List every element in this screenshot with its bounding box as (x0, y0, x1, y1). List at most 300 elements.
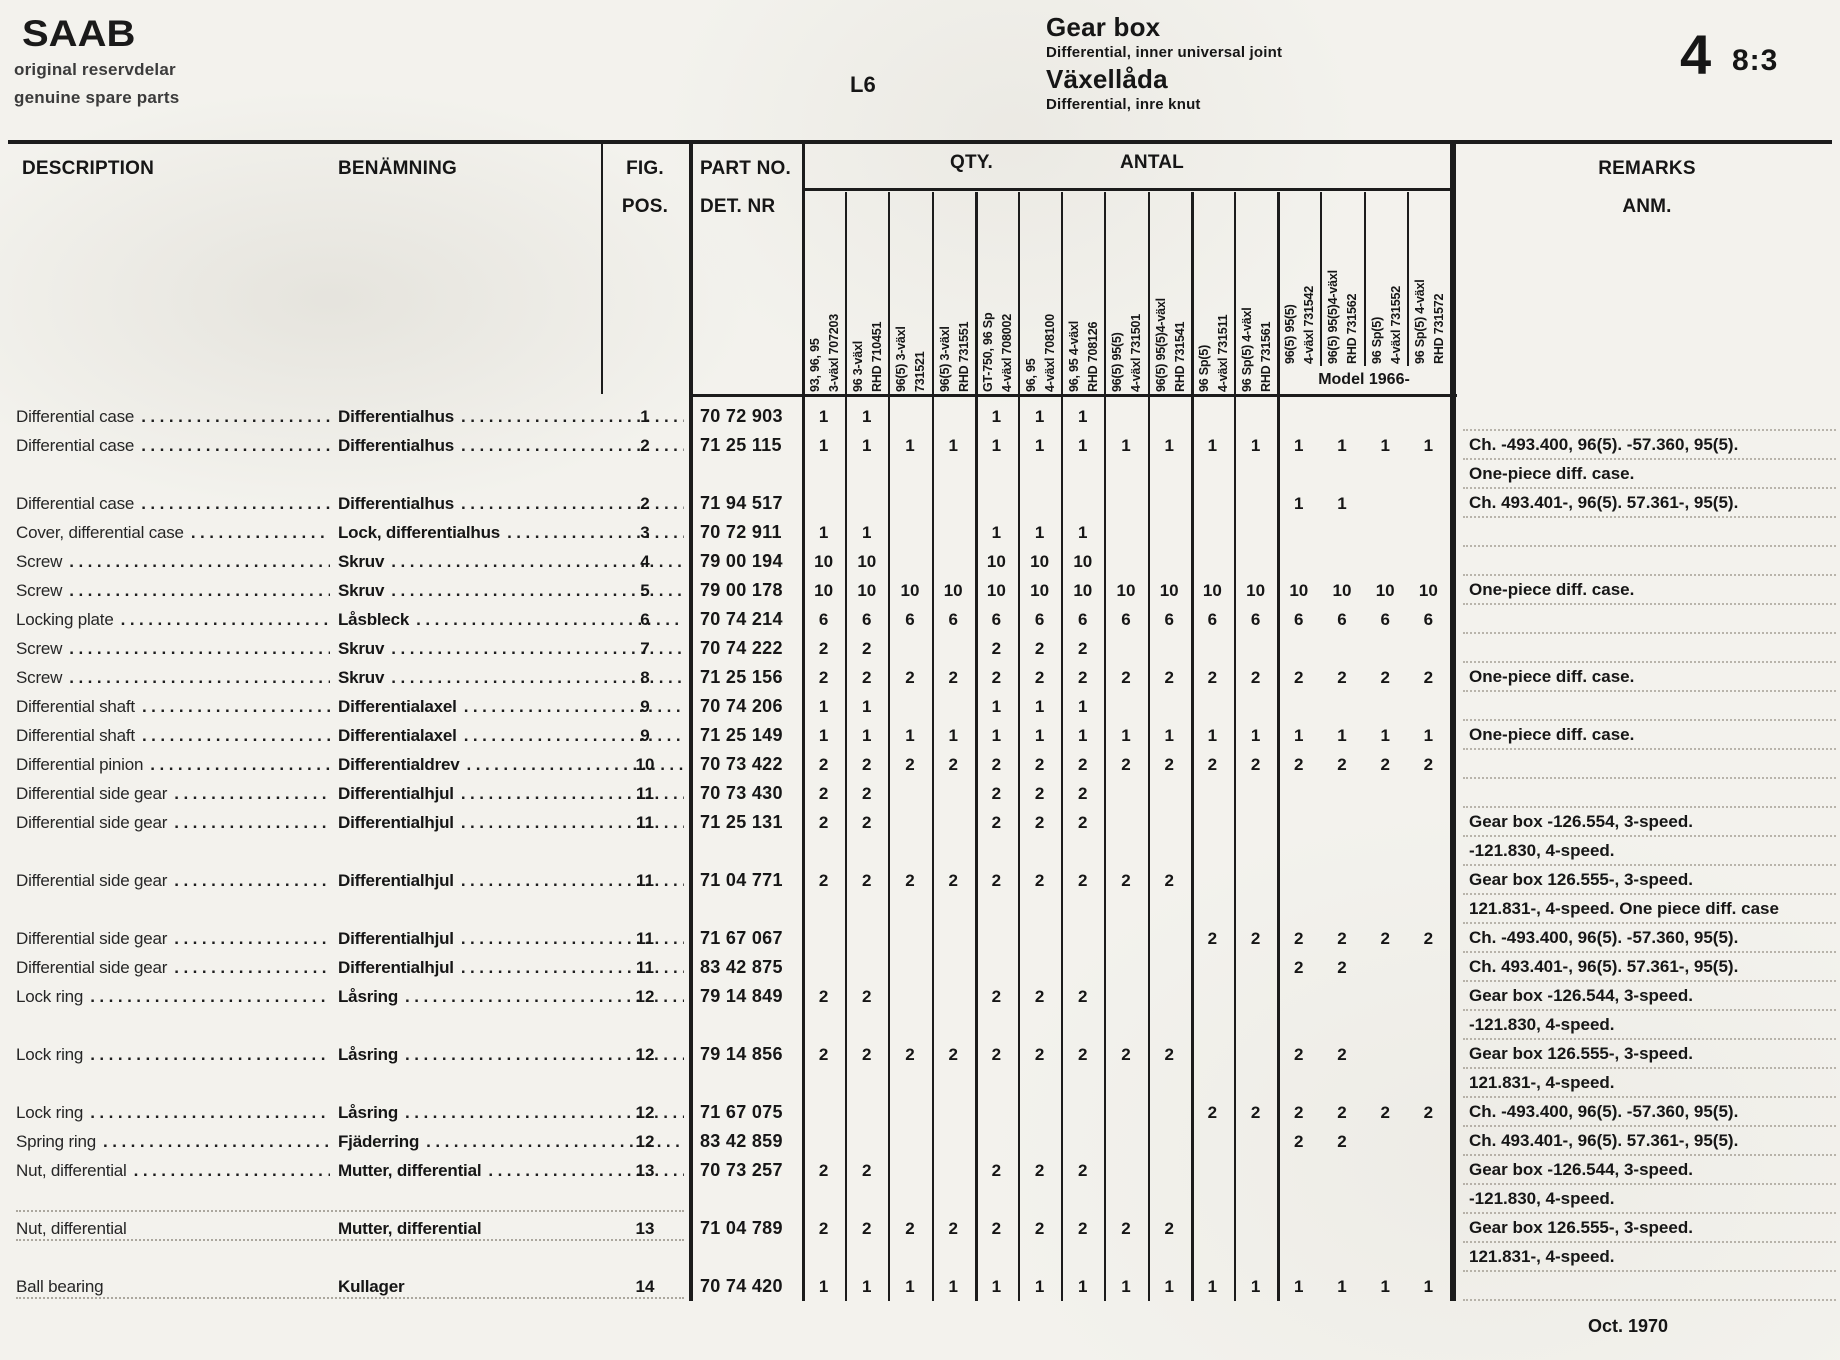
leader-dots (174, 953, 330, 982)
part-number-cell: 70 72 911 (700, 522, 782, 542)
fig-pos-cell: 10 (635, 755, 655, 774)
qty-column-line2: 4-växl 731501 (1129, 313, 1144, 392)
remark-line: 121.831-, 4-speed. (1463, 1069, 1836, 1098)
remarks-cell (1463, 750, 1836, 779)
fig-pos-cell: 11 (636, 929, 654, 948)
qty-cell: 2 (1250, 929, 1261, 948)
description-cell (16, 1127, 330, 1156)
qty-column-line1: 96(5) 95(5)4-växl (1326, 270, 1341, 364)
qty-cell: 1 (1034, 726, 1045, 745)
benamning-text: Differentialhjul (338, 871, 454, 890)
qty-cell: 10 (1289, 581, 1309, 600)
remark-line: Gear box 126.555-, 3-speed. (1463, 1040, 1836, 1069)
grid-line (1364, 192, 1366, 366)
qty-cell: 2 (1078, 987, 1088, 1006)
qty-cell: 10 (943, 581, 963, 600)
table-row (0, 663, 1840, 692)
remarks-cell (1463, 663, 1836, 692)
description-text: Nut, differential (16, 1161, 127, 1180)
qty-cell: 10 (857, 581, 877, 600)
qty-cell: 2 (1078, 668, 1088, 687)
qty-cell: 2 (1164, 871, 1174, 890)
part-number-cell: 70 74 420 (700, 1276, 783, 1296)
qty-cell: 6 (1207, 610, 1218, 629)
fig-pos-cell: 9 (640, 697, 650, 716)
remarks-cell (1463, 402, 1836, 431)
qty-cell: 2 (1337, 1132, 1347, 1151)
leader-dots (69, 634, 330, 663)
remarks-cell (1463, 982, 1836, 1040)
qty-cell: 6 (1337, 610, 1347, 629)
qty-cell: 2 (862, 987, 872, 1006)
qty-column-line2: RHD 731541 (1172, 321, 1187, 392)
qty-cell: 10 (1246, 581, 1266, 600)
qty-cell: 2 (1078, 1161, 1088, 1180)
remark-line: 121.831-, 4-speed. One piece diff. case (1463, 895, 1836, 924)
part-number-cell: 79 14 849 (700, 986, 783, 1006)
qty-cell: 1 (1078, 697, 1088, 716)
table-row (0, 924, 1840, 953)
description-cell (16, 402, 330, 431)
leader-dots (69, 547, 330, 576)
description-cell (16, 779, 330, 808)
qty-cell: 2 (1121, 668, 1131, 687)
table-row (0, 547, 1840, 576)
qty-cell: 1 (1078, 523, 1088, 542)
qty-cell: 2 (1380, 668, 1390, 687)
part-number-cell: 71 25 149 (700, 725, 783, 745)
qty-cell: 2 (905, 668, 915, 687)
part-number-cell: 71 25 115 (700, 435, 782, 455)
qty-cell: 2 (1121, 1045, 1131, 1064)
qty-cell: 2 (1078, 784, 1088, 803)
qty-column-header (1364, 192, 1407, 364)
section-code: L6 (850, 72, 876, 97)
qty-cell: 2 (818, 668, 829, 687)
table-row (0, 402, 1840, 431)
part-number-cell: 71 67 067 (700, 928, 783, 948)
part-number-cell: 71 94 517 (700, 493, 783, 513)
fig-pos-cell: 12 (635, 987, 655, 1006)
qty-cell: 2 (1294, 1103, 1304, 1122)
brand-line-sv: original reservdelar (14, 60, 176, 79)
description-text: Screw (16, 552, 63, 571)
leader-dots (141, 402, 330, 431)
description-text: Differential side gear (16, 929, 168, 948)
qty-cell: 2 (991, 987, 1002, 1006)
benamning-text: Skruv (338, 552, 385, 571)
qty-cell: 10 (900, 581, 920, 600)
qty-cell: 1 (1337, 1277, 1347, 1296)
qty-cell: 2 (1337, 958, 1347, 977)
remarks-cell (1463, 808, 1836, 866)
table-row (0, 692, 1840, 721)
description-cell (16, 953, 330, 982)
qty-column-line1: 96(5) 3-växl (937, 326, 952, 392)
qty-cell: 1 (1423, 726, 1434, 745)
remark-line (1463, 634, 1836, 663)
qty-cell: 1 (1121, 436, 1131, 455)
description-text: Screw (16, 639, 63, 658)
header-antal: ANTAL (1120, 152, 1184, 173)
qty-cell: 2 (948, 871, 958, 890)
leader-dots (174, 866, 330, 895)
qty-cell: 10 (986, 581, 1006, 600)
qty-cell: 1 (1207, 436, 1218, 455)
description-cell (16, 1156, 330, 1185)
description-text: Differential shaft (16, 697, 135, 716)
leader-dots (174, 808, 330, 837)
qty-cell: 2 (1250, 668, 1261, 687)
description-text: Ball bearing (16, 1277, 104, 1296)
qty-column-line1: 96(5) 95(5) (1110, 332, 1125, 392)
qty-cell: 2 (991, 871, 1002, 890)
description-cell (16, 576, 330, 605)
qty-column-line2: 4-växl 731552 (1388, 285, 1403, 364)
benamning-text: Mutter, differential (338, 1161, 482, 1180)
benamning-text: Differentialdrev (338, 755, 460, 774)
qty-cell: 1 (862, 436, 872, 455)
qty-column-header-label (1065, 198, 1105, 392)
qty-cell: 2 (1164, 1219, 1174, 1238)
qty-cell: 1 (1207, 1277, 1218, 1296)
qty-cell: 2 (818, 1161, 829, 1180)
header-fig: FIG. (626, 158, 664, 179)
qty-cell: 2 (1423, 929, 1434, 948)
qty-cell: 6 (1164, 610, 1174, 629)
description-cell (16, 1098, 330, 1127)
qty-cell: 1 (1164, 726, 1174, 745)
qty-cell: 1 (862, 523, 872, 542)
remarks-cell (1463, 1040, 1836, 1098)
part-number-cell: 83 42 859 (700, 1131, 783, 1151)
benamning-text: Differentialhus (338, 436, 455, 455)
qty-column-header-label (1368, 198, 1408, 364)
fig-pos-cell: 13 (635, 1161, 655, 1180)
leader-dots (150, 750, 330, 779)
qty-cell: 6 (1250, 610, 1261, 629)
qty-column-line2: 4-växl 708002 (999, 313, 1014, 392)
fig-pos-cell: 1 (640, 407, 650, 426)
remark-line: Gear box 126.555-, 3-speed. (1463, 1214, 1836, 1243)
qty-cell: 2 (862, 639, 872, 658)
table-row (0, 750, 1840, 779)
table-row (0, 1098, 1840, 1127)
qty-cell: 2 (818, 871, 829, 890)
qty-cell: 1 (991, 407, 1002, 426)
qty-cell: 2 (1423, 755, 1434, 774)
header-remarks: REMARKS (1598, 158, 1696, 179)
part-number-cell: 70 74 206 (700, 696, 783, 716)
part-number-cell: 70 74 214 (700, 609, 783, 629)
benamning-text: Låsbleck (338, 610, 410, 629)
description-cell (16, 663, 330, 692)
part-number-cell: 70 73 422 (700, 754, 783, 774)
qty-cell: 1 (1078, 436, 1088, 455)
fig-pos-cell: 4 (640, 552, 650, 571)
qty-cell: 1 (905, 436, 915, 455)
qty-cell: 10 (1073, 552, 1093, 571)
qty-cell: 1 (862, 407, 872, 426)
qty-column-header (1018, 192, 1061, 392)
qty-column-header-label (806, 198, 846, 392)
qty-cell: 2 (905, 1045, 915, 1064)
qty-cell: 2 (1164, 1045, 1174, 1064)
fig-pos-cell: 5 (640, 581, 650, 600)
table-row (0, 866, 1840, 924)
qty-cell: 2 (1207, 929, 1218, 948)
qty-cell: 2 (991, 1161, 1002, 1180)
qty-cell: 2 (1294, 958, 1304, 977)
remark-line: -121.830, 4-speed. (1463, 1011, 1836, 1040)
part-number-cell: 71 04 789 (700, 1218, 783, 1238)
part-number-cell: 70 73 430 (700, 783, 783, 803)
table-row (0, 982, 1840, 1040)
description-text: Screw (16, 668, 63, 687)
remark-line: -121.830, 4-speed. (1463, 837, 1836, 866)
table-row (0, 431, 1840, 489)
dotted-guide-line (16, 1297, 684, 1299)
qty-cell: 1 (1294, 1277, 1304, 1296)
remark-line: Ch. -493.400, 96(5). -57.360, 95(5). (1463, 1098, 1836, 1127)
qty-cell: 10 (1332, 581, 1352, 600)
fig-pos-cell: 14 (635, 1277, 655, 1296)
benamning-text: Skruv (338, 668, 385, 687)
benamning-text: Differentialaxel (338, 697, 457, 716)
remarks-cell (1463, 605, 1836, 634)
model-span-label: Model 1966- (1318, 371, 1410, 388)
qty-cell: 1 (948, 436, 958, 455)
remark-line: One-piece diff. case. (1463, 663, 1836, 692)
description-cell (16, 721, 330, 750)
qty-cell: 2 (1294, 668, 1304, 687)
qty-cell: 6 (818, 610, 829, 629)
qty-cell: 2 (1250, 755, 1261, 774)
benamning-text: Låsring (338, 1045, 399, 1064)
qty-cell: 1 (1034, 1277, 1045, 1296)
qty-cell: 2 (948, 1045, 958, 1064)
qty-cell: 1 (1034, 436, 1045, 455)
fig-column-left-line (601, 144, 603, 394)
qty-column-line1: GT-750, 96 Sp (980, 312, 995, 392)
table-row (0, 1214, 1840, 1272)
qty-cell: 10 (1030, 581, 1050, 600)
benamning-text: Differentialhjul (338, 813, 454, 832)
qty-cell: 2 (1423, 1103, 1434, 1122)
top-rule (8, 140, 1832, 144)
qty-cell: 1 (1294, 494, 1304, 513)
qty-cell: 10 (986, 552, 1006, 571)
qty-cell: 1 (1250, 436, 1261, 455)
benamning-text: Mutter, differential (338, 1219, 482, 1238)
qty-column-line2: 4-växl 731511 (1215, 314, 1230, 392)
qty-column-header-label (1281, 198, 1321, 364)
qty-column-header (975, 192, 1018, 392)
qty-cell: 1 (862, 697, 872, 716)
remarks-cell (1463, 866, 1836, 924)
grid-line (1407, 192, 1409, 366)
qty-cell: 10 (814, 552, 834, 571)
qty-cell: 2 (1034, 1161, 1045, 1180)
remark-line (1463, 518, 1836, 547)
qty-cell: 2 (1034, 1045, 1045, 1064)
qty-column-header (932, 192, 975, 392)
description-cell (16, 518, 330, 547)
benamning-text: Låsring (338, 987, 399, 1006)
leader-dots (90, 1040, 330, 1069)
qty-cell: 1 (818, 697, 829, 716)
benamning-text: Differentialhus (338, 494, 455, 513)
footer-date: Oct. 1970 (1588, 1316, 1669, 1336)
fig-pos-cell: 7 (640, 639, 650, 658)
remarks-cell (1463, 489, 1836, 518)
qty-cell: 1 (1294, 726, 1304, 745)
qty-cell: 2 (1337, 1045, 1347, 1064)
qty-column-header (1320, 192, 1363, 364)
remark-line: Ch. 493.401-, 96(5). 57.361-, 95(5). (1463, 489, 1836, 518)
qty-cell: 2 (1078, 871, 1088, 890)
remarks-cell (1463, 518, 1836, 547)
description-cell (16, 1040, 330, 1069)
qty-cell: 2 (1380, 1103, 1390, 1122)
qty-column-line2: RHD 731562 (1345, 293, 1360, 364)
qty-cell: 6 (1121, 610, 1131, 629)
leader-dots (90, 982, 330, 1011)
benamning-text: Differentialhjul (338, 784, 454, 803)
qty-column-line1: 96 Sp(5) 4-växl (1240, 307, 1254, 392)
qty-column-line2: 4-växl 731542 (1302, 285, 1317, 364)
header-part-no: PART NO. (700, 158, 791, 179)
page-ref-major: 4 (1680, 23, 1712, 86)
qty-column-line1: 96, 95 (1024, 358, 1038, 392)
description-text: Differential shaft (16, 726, 135, 745)
remarks-cell (1463, 1098, 1836, 1127)
remarks-cell (1463, 1272, 1836, 1301)
header-benamning: BENÄMNING (338, 158, 457, 179)
qty-column-header (1191, 192, 1234, 392)
qty-cell: 1 (991, 697, 1002, 716)
qty-cell: 2 (1164, 668, 1174, 687)
remarks-cell (1463, 924, 1836, 953)
qty-column-header-label (1152, 198, 1192, 392)
qty-cell: 2 (1294, 755, 1304, 774)
description-cell (16, 547, 330, 576)
description-text: Lock ring (16, 1103, 84, 1122)
description-text: Screw (16, 581, 63, 600)
remark-line (1463, 402, 1836, 431)
remarks-cell (1463, 1214, 1836, 1272)
description-text: Spring ring (16, 1132, 97, 1151)
qty-cell: 1 (1207, 726, 1218, 745)
remark-line: Gear box -126.544, 3-speed. (1463, 1156, 1836, 1185)
qty-cell: 1 (1121, 726, 1131, 745)
subtitle-en: Differential, inner universal joint (1046, 44, 1283, 61)
part-number-cell: 70 72 903 (700, 406, 783, 426)
qty-cell: 2 (1078, 639, 1088, 658)
qty-cell: 2 (1034, 668, 1045, 687)
qty-cell: 10 (1159, 581, 1179, 600)
fig-pos-cell: 6 (640, 610, 650, 629)
page-ref-minor: 8:3 (1732, 44, 1779, 77)
qty-cell: 2 (818, 755, 829, 774)
remark-line: Gear box -126.554, 3-speed. (1463, 808, 1836, 837)
part-number-cell: 79 00 178 (700, 580, 783, 600)
fig-pos-cell: 12 (635, 1132, 655, 1151)
description-cell (16, 489, 330, 518)
qty-cell: 10 (1073, 581, 1093, 600)
qty-cell: 1 (862, 726, 872, 745)
benamning-text: Differentialhjul (338, 958, 454, 977)
qty-cell: 1 (1034, 407, 1045, 426)
qty-column-header-label (1195, 198, 1235, 392)
qty-cell: 2 (948, 755, 958, 774)
qty-cell: 2 (1207, 668, 1218, 687)
qty-cell: 6 (1078, 610, 1088, 629)
qty-cell: 1 (1034, 523, 1045, 542)
qty-cell: 2 (1337, 1103, 1347, 1122)
leader-dots (141, 431, 330, 460)
qty-cell: 10 (857, 552, 877, 571)
qty-cell: 1 (1078, 407, 1088, 426)
remarks-cell (1463, 692, 1836, 721)
part-number-cell: 79 00 194 (700, 551, 783, 571)
header-anm: ANM. (1622, 196, 1672, 217)
qty-column-line1: 96 Sp(5) 4-växl (1412, 279, 1427, 364)
part-number-cell: 70 74 222 (700, 638, 783, 658)
qty-cell: 2 (948, 1219, 958, 1238)
description-text: Lock ring (16, 1045, 84, 1064)
fig-pos-cell: 2 (640, 436, 650, 455)
description-text: Differential side gear (16, 958, 168, 977)
qty-cell: 2 (818, 784, 829, 803)
fig-pos-cell: 12 (635, 1103, 655, 1122)
qty-column-header-label (1324, 198, 1364, 364)
qty-cell: 2 (1294, 1132, 1304, 1151)
leader-dots (174, 924, 330, 953)
leader-dots (134, 1156, 330, 1185)
leader-dots (69, 576, 330, 605)
qty-column-line1: 96 Sp(5) (1196, 344, 1211, 392)
description-text: Differential side gear (16, 871, 168, 890)
qty-cell: 1 (991, 523, 1002, 542)
qty-column-header-label (979, 198, 1019, 392)
qty-column-line1: 96(5) 3-växl (894, 326, 909, 392)
qty-cell: 2 (905, 1219, 915, 1238)
fig-pos-cell: 3 (640, 523, 650, 542)
qty-column-line1: 93, 96, 95 (808, 338, 822, 392)
qty-column-line1: 96 3-växl (851, 340, 866, 392)
qty-column-line2: 3-växl 707203 (827, 313, 841, 392)
qty-column-line2: 731521 (913, 351, 928, 392)
part-number-cell: 71 04 771 (700, 870, 783, 890)
saab-logo: SAAB (22, 14, 136, 55)
remarks-cell (1463, 721, 1836, 750)
leader-dots (174, 779, 330, 808)
remark-line: Ch. -493.400, 96(5). -57.360, 95(5). (1463, 924, 1836, 953)
qty-cell: 2 (991, 784, 1002, 803)
qty-cell: 2 (1294, 1045, 1304, 1064)
qty-column-line2: RHD 710451 (870, 321, 885, 392)
description-cell (16, 605, 330, 634)
table-row (0, 605, 1840, 634)
remark-line: Gear box -126.544, 3-speed. (1463, 982, 1836, 1011)
part-number-cell: 70 73 257 (700, 1160, 783, 1180)
qty-column-line2: RHD 731561 (1259, 321, 1273, 392)
fig-pos-cell: 11 (636, 784, 654, 803)
description-text: Locking plate (16, 610, 114, 629)
fig-pos-cell: 9 (640, 726, 650, 745)
qty-band-underline (802, 188, 1450, 191)
